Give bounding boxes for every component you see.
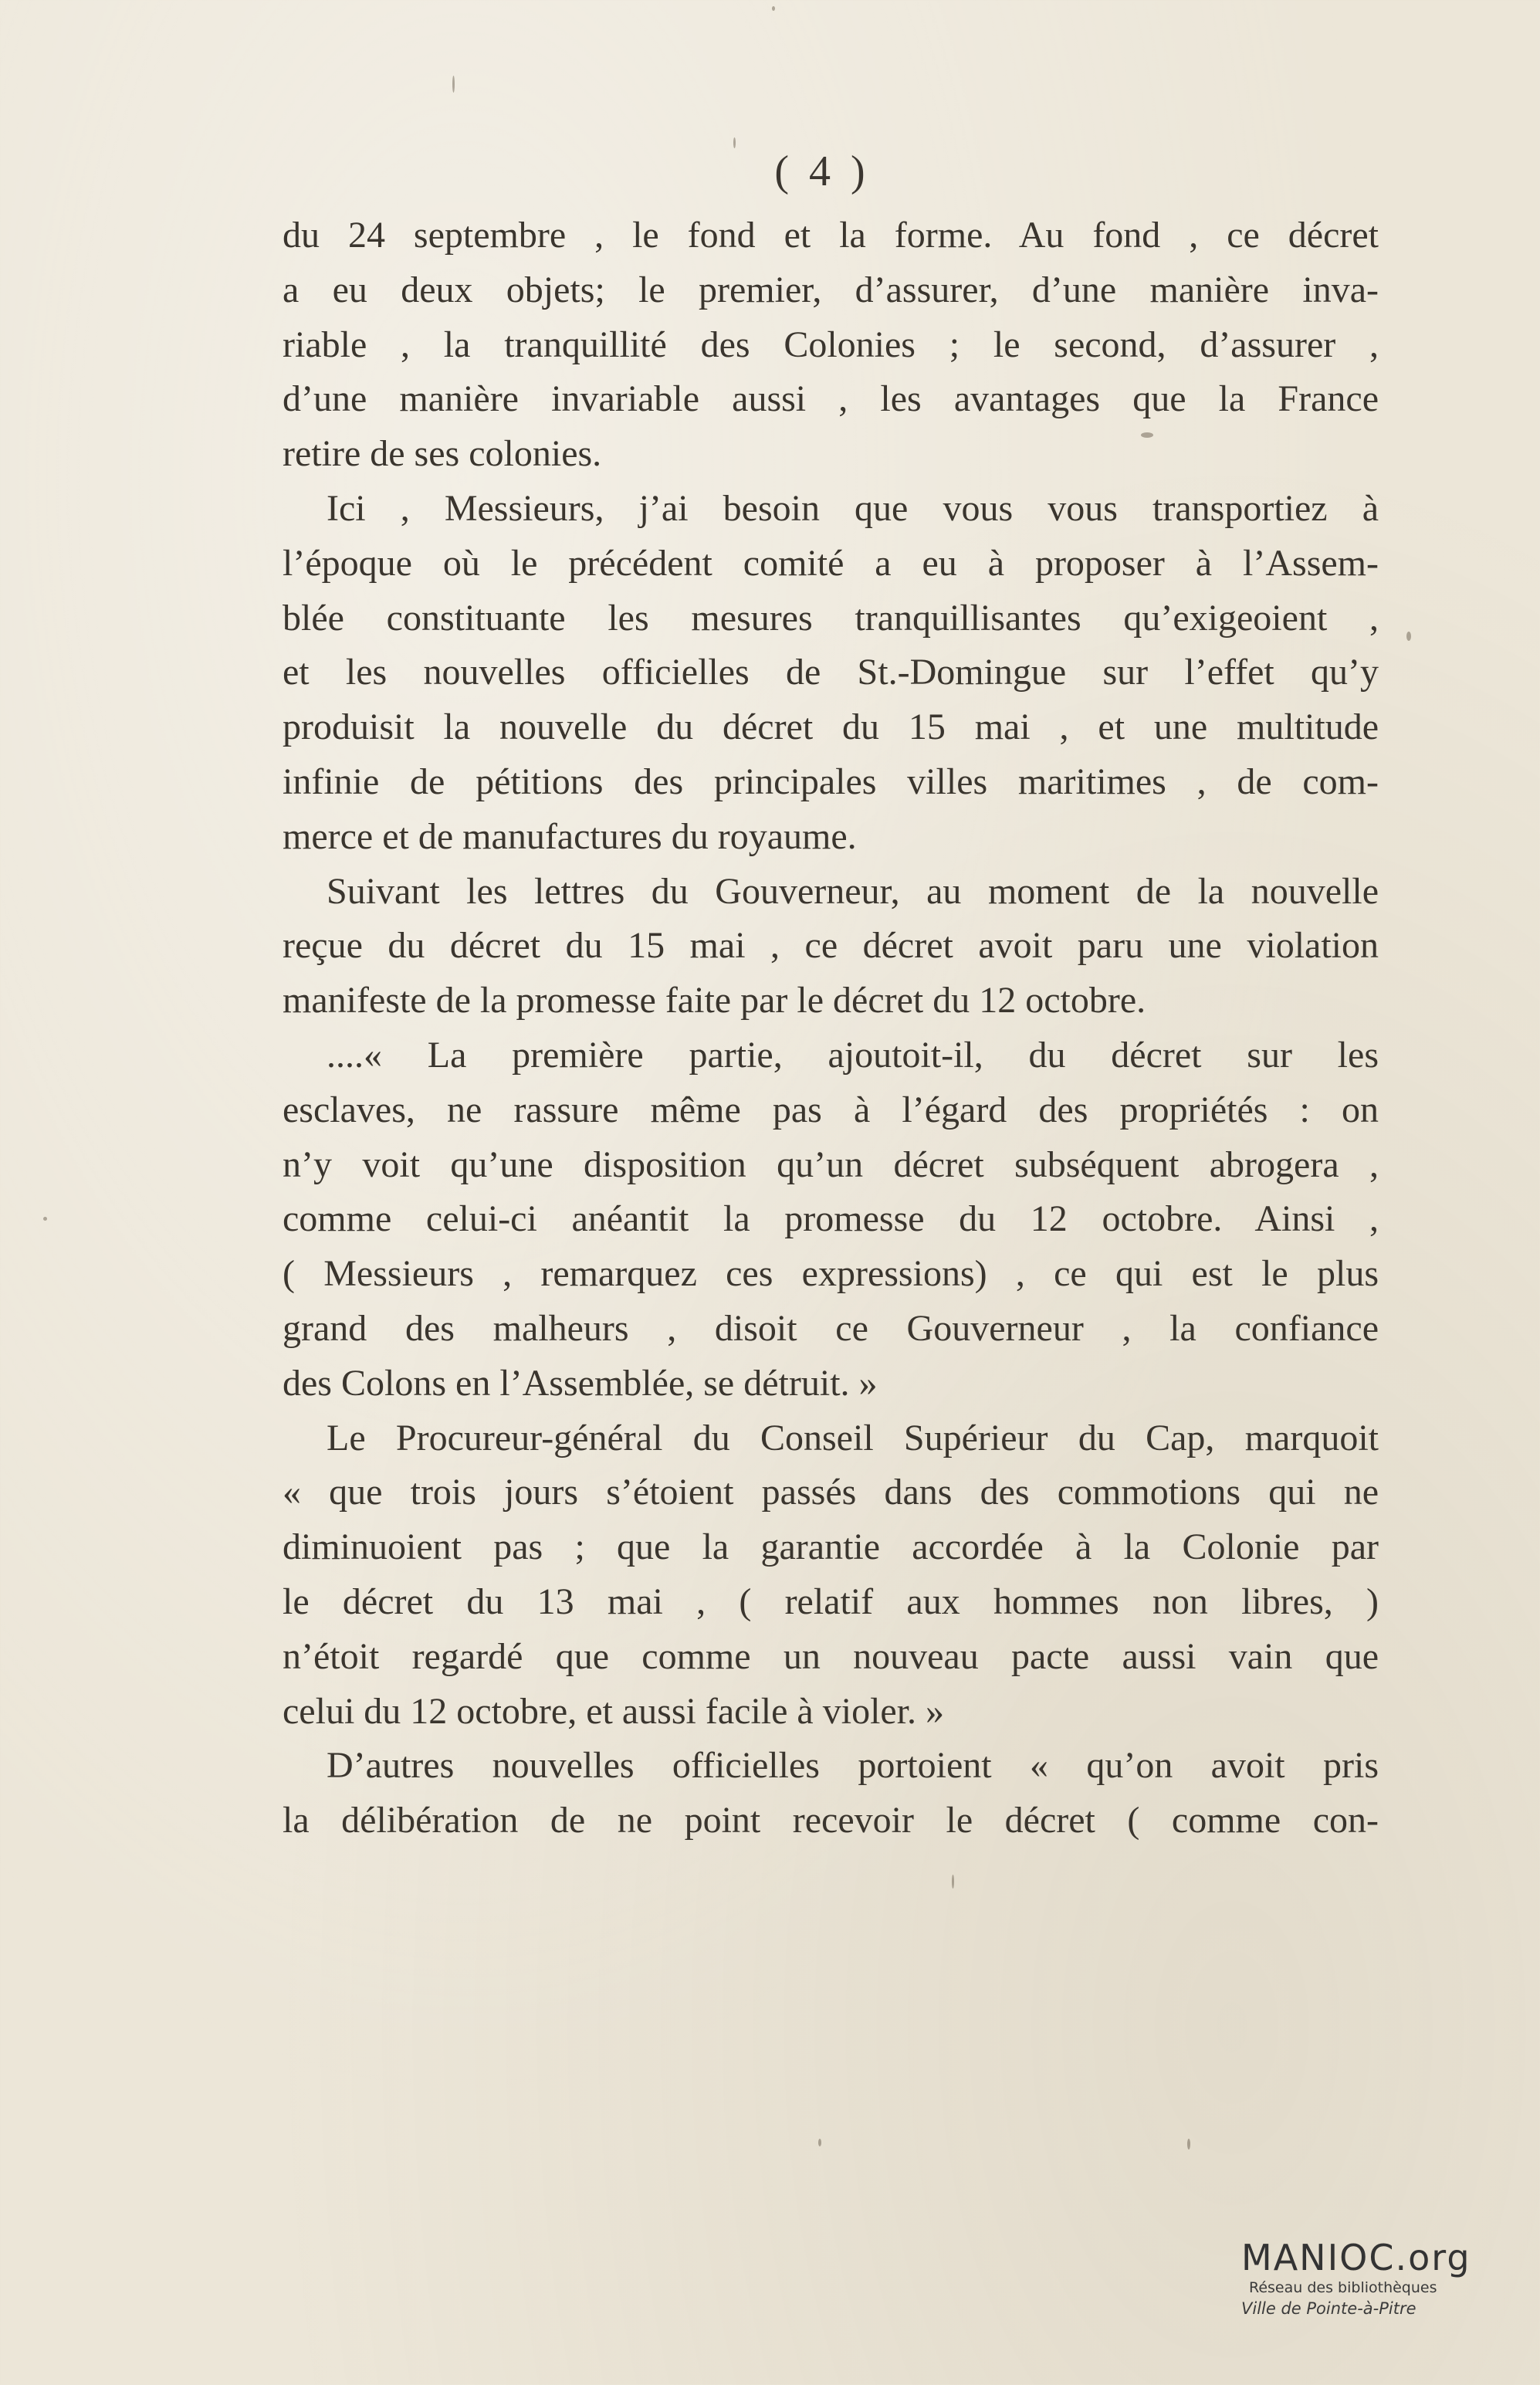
paper-speck — [733, 137, 736, 148]
paper-speck — [1141, 432, 1153, 438]
text-line: la délibération de ne point recevoir le décret ( comme con- — [283, 1800, 1379, 1841]
text-line: retire de ses colonies. — [283, 433, 602, 475]
text-line: grand des malheurs , disoit ce Gouverneur , la confiance — [283, 1307, 1379, 1349]
text-line: infinie de pétitions des principales villes maritimes , de com- — [283, 761, 1379, 802]
text-line: n’y voit qu’une disposition qu’un décret subséquent abrogera , — [283, 1143, 1379, 1185]
text-line: l’époque où le précédent comité a eu à proposer à l’Assem- — [283, 542, 1379, 584]
text-line: ....« La première partie, ajoutoit-il, du décret sur les — [327, 1034, 1379, 1076]
manioc-logo — [1241, 2238, 1504, 2319]
text-line: riable , la tranquillité des Colonies ; le second, d’assurer , — [283, 324, 1379, 365]
paper-speck — [952, 1875, 954, 1889]
text-line: merce et de manufactures du royaume. — [283, 815, 857, 857]
text-line: D’autres nouvelles officielles portoient « qu’on avoit pris — [327, 1745, 1379, 1787]
body-text — [283, 208, 1379, 1848]
text-line: diminuoient pas ; que la garantie accordée à la Colonie par — [283, 1526, 1379, 1568]
text-line: a eu deux objets; le premier, d’assurer, d’une manière inva- — [283, 269, 1379, 310]
text-line: Ici , Messieurs, j’ai besoin que vous vous transportiez à — [327, 487, 1379, 529]
paper-speck — [818, 2139, 821, 2146]
text-line: « que trois jours s’étoient passés dans des commotions qui ne — [283, 1472, 1379, 1513]
text-line: Le Procureur-général du Conseil Supérieur du Cap, marquoit — [327, 1417, 1379, 1458]
text-line: le décret du 13 mai , ( relatif aux hommes non libres, ) — [283, 1580, 1379, 1622]
paper-speck — [1187, 2139, 1190, 2150]
text-line: celui du 12 octobre, et aussi facile à violer. » — [283, 1690, 945, 1732]
paper-speck — [452, 76, 455, 93]
text-line: reçue du décret du 15 mai , ce décret avoit paru une violation — [283, 925, 1379, 967]
paper-speck — [43, 1217, 47, 1221]
text-line: produisit la nouvelle du décret du 15 mai , et une multitude — [283, 706, 1379, 748]
text-line: d’une manière invariable aussi , les avantages que la France — [283, 378, 1379, 420]
logo-name: MANIOC.org — [1241, 2237, 1471, 2278]
logo-subtitle: Réseau des bibliothèques — [1249, 2279, 1437, 2296]
text-line: blée constituante les mesures tranquillisantes qu’exigeoient , — [283, 597, 1379, 639]
paper-speck — [1406, 632, 1411, 641]
text-line: et les nouvelles officielles de St.-Domingue sur l’effet qu’y — [283, 652, 1379, 693]
page-number: ( 4 ) — [774, 147, 870, 195]
text-line: esclaves, ne rassure même pas à l’égard des propriétés : on — [283, 1089, 1379, 1130]
text-line: du 24 septembre , le fond et la forme. Au fond , ce décret — [283, 215, 1379, 256]
text-line: n’étoit regardé que comme un nouveau pacte aussi vain que — [283, 1635, 1379, 1677]
text-line: Suivant les lettres du Gouverneur, au moment de la nouvelle — [327, 870, 1379, 912]
text-line: ( Messieurs , remarquez ces expressions) , ce qui est le plus — [283, 1253, 1379, 1295]
logo-city: Ville de Pointe-à-Pitre — [1241, 2299, 1416, 2318]
text-line: des Colons en l’Assemblée, se détruit. » — [283, 1362, 878, 1404]
text-line: manifeste de la promesse faite par le décret du 12 octobre. — [283, 980, 1146, 1021]
paper-speck — [772, 6, 775, 11]
text-line: comme celui-ci anéantit la promesse du 12 octobre. Ainsi , — [283, 1198, 1379, 1240]
